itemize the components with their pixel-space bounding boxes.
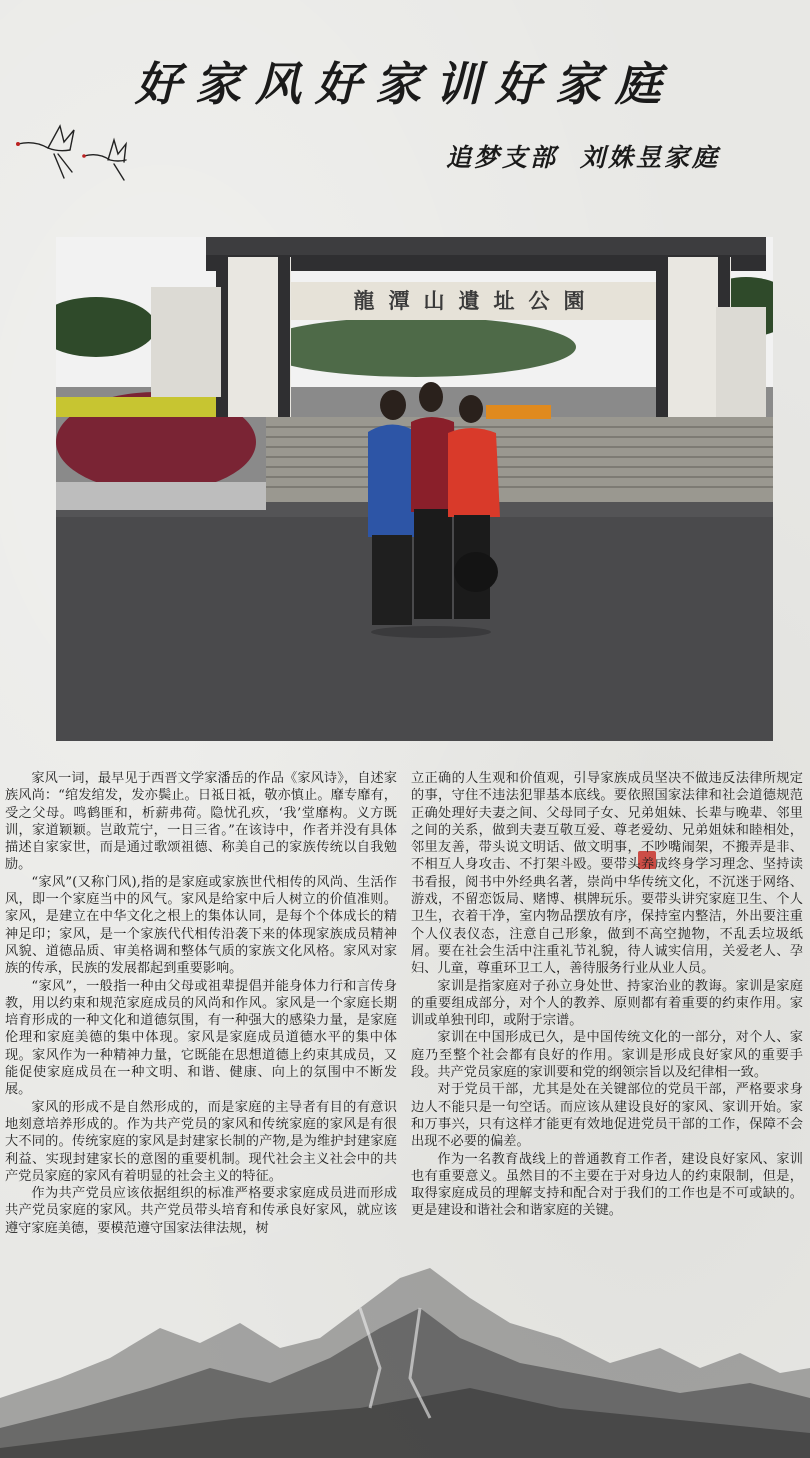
page-subtitle (424, 138, 720, 174)
article-body (5, 770, 805, 1285)
paragraph: 家风一词，最早见于西晋文学家潘岳的作品《家风诗》，自述家族风尚：“绾发绾发，发亦鬓止。日祗日祗，敬亦慎止。靡专靡有，受之父母。鸣鹤匪和，析薪弗荷。隐忧孔疚，‘我’堂靡构。义方既训，家道颖颖。岂敢荒宁，一日三省。”在该诗中，作者并没有具体描述自家家世，而是通过歌颂祖德、称美自己的家族传统以自我勉励。 (5, 771, 397, 873)
page-title: 好家风好家训好家庭 (135, 57, 675, 111)
paragraph-continuation: 立正确的人生观和价值观，引导家族成员坚决不做违反法律所规定的事，守住不违法犯罪基本底线。要依照国家法律和社会道德规范正确处理好夫妻之间、父母同子女、兄弟姐妹、长辈与晚辈、邻里之间的关系，做到夫妻互敬互爱、尊老爱幼、兄弟姐妹和睦相处，邻里友善，带头说文明话、做文明事，不吵嘴闹架，不搬弄是非、不相互人身攻击、不打架斗殴。要带头养成终身学习理念、坚持读书看报，阅书中外经典名著，崇尚中华传统文化，不沉迷于网络、游戏，不留恋饭局、赌博、棋牌玩乐。要带头讲究家庭卫生、个人卫生，衣着干净，室内物品摆放有序，保持室内整洁，外出要注重个人仪表仪态，注意自己形象，做到不高空抛物，不乱丢垃圾纸屑。要在社会生活中注重礼节礼貌，待人诚实信用，关爱老人、孕妇、儿童，尊重环卫工人，善待服务行业从业人员。 (411, 771, 803, 977)
branch-name: 追梦支部 (445, 143, 558, 172)
article-left-column (5, 770, 397, 1237)
family-name: 刘姝昱家庭 (579, 143, 720, 172)
paragraph: 家风的形成不是自然形成的，而是家庭的主导者有目的有意识地刻意培养形成的。作为共产党员的家风和传统家庭的家风是有很大不同的。传统家庭的家风是封建家长制的产物,是为维护封建家庭利益、实现封建家长的意图的重要机制。现代社会主义社会中的共产党员家庭的家风有着明显的社会主义的特征。 (5, 1099, 397, 1184)
family-photo (56, 237, 773, 741)
paragraph: 家训在中国形成已久，是中国传统文化的一部分，对个人、家庭乃至整个社会都有良好的作用。家训是形成良好家风的重要手段。共产党员家庭的家训要和党的纲领宗旨以及纪律相一致。 (411, 1030, 803, 1081)
paragraph: 对于党员干部，尤其是处在关键部位的党员干部，严格要求身边人不能只是一句空话。而应该从建设良好的家风、家训开始。家和万事兴，只有这样才能更有效地促进党员干部的工作，保障不会出现不必要的偏差。 (411, 1082, 803, 1150)
paragraph: 家训是指家庭对子孙立身处世、持家治业的教诲。家训是家庭的重要组成部分，对个人的教养、原则都有着重要的约束作用。家训或单独刊印，或附于宗谱。 (411, 978, 803, 1029)
paragraph: 作为一名教育战线上的普通教育工作者，建设良好家风、家训也有重要意义。虽然目的不主要在于对身边人的约束限制，但是，取得家庭成员的理解支持和配合对于我们的工作也是不可或缺的。更是建设和谐社会和谐家庭的关键。 (411, 1151, 803, 1219)
crane-illustration (14, 122, 134, 192)
paragraph: “家风”，一般指一种由父母或祖辈提倡并能身体力行和言传身教，用以约束和规范家庭成员的风尚和作风。家风是一个家庭长期培育形成的一种文化和道德氛围，有一种强大的感染力量，是家庭伦理和家庭美德的集中体现。家风是家庭成员道德水平的集中体现。家风作为一种精神力量，它既能在思想道德上约束其成员，又能促使家庭成员在一种文明、和谐、健康、向上的氛围中不断发展。 (5, 978, 397, 1098)
paragraph: 作为共产党员应该依据组织的标准严格要求家庭成员进而形成共产党员家庭的家风。共产党员带头培育和传承良好家风，就应该遵守家庭美德，要模范遵守国家法律法规，树 (5, 1186, 397, 1236)
ink-mountain-landscape (0, 1268, 810, 1458)
article-right-column (411, 770, 803, 1220)
paragraph: “家风”(又称门风),指的是家庭或家族世代相传的风尚、生活作风，即一个家庭当中的风气。家风是给家中后人树立的价值准则。家风，是建立在中华文化之根上的集体认同，是每个个体成长的精神足印；家风，是一个家族代代相传沿袭下来的体现家族成员精神风貌、道德品质、审美格调和整体气质的家族文化风格。家风对家族的传承，民族的发展都起到重要影响。 (5, 874, 397, 977)
gate-sign: 龍潭山遺址公園 (353, 288, 599, 313)
